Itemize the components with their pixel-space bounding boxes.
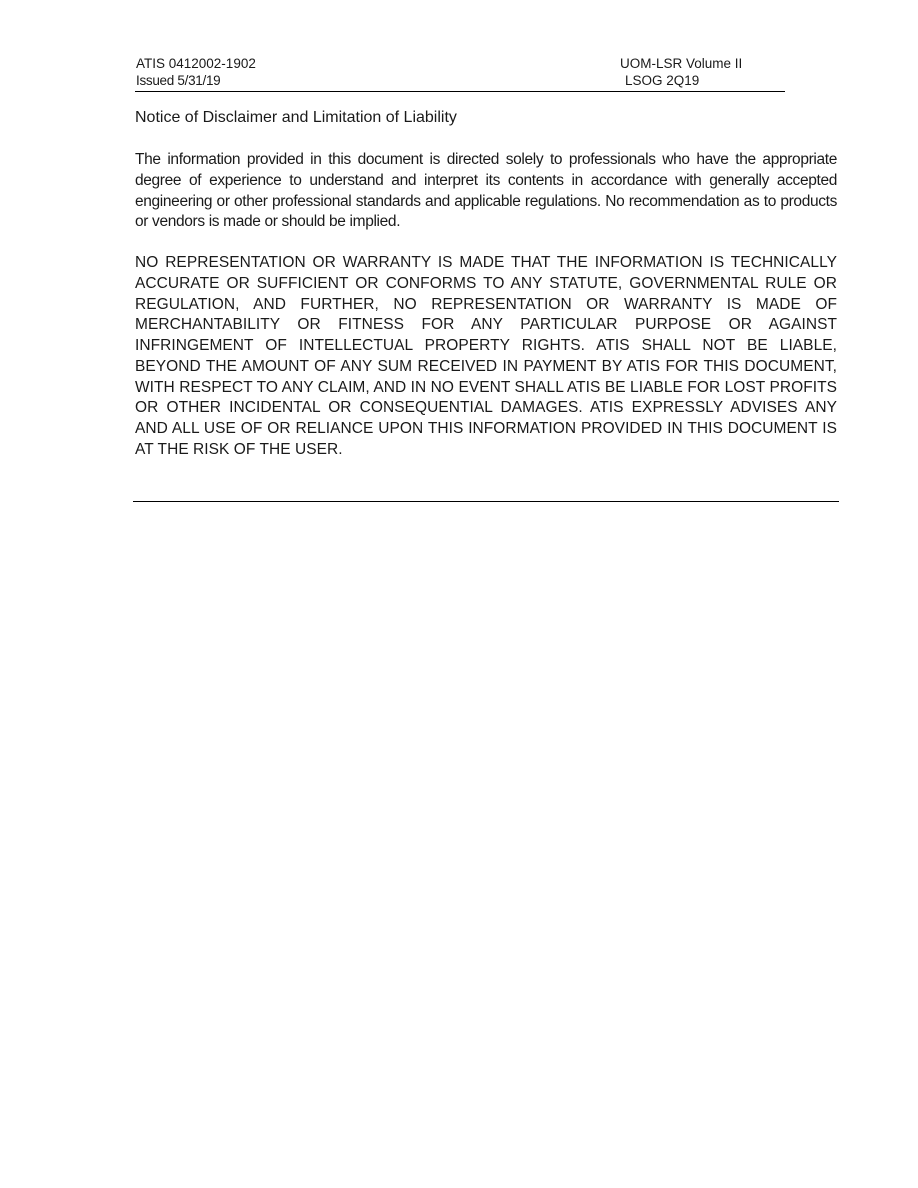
warranty-paragraph: NO REPRESENTATION OR WARRANTY IS MADE THAT THE INFORMATION IS TECHNICALLY ACCURATE OR SUFFICIENT OR CONFORMS TO ANY STATUTE, GOVERNMENTAL RULE OR REGULATION, AND FURTHER, NO REPRESENTATION OR WARRANTY IS MADE OF MERCHANTABILITY OR FITNESS FOR ANY PARTICULAR PURPOSE OR AGAINST INFRINGEMENT OF INTELLECTUAL PROPERTY RIGHTS. ATIS SHALL NOT BE LIABLE, BEYOND THE AMOUNT OF ANY SUM RECEIVED IN PAYMENT BY ATIS FOR THIS DOCUMENT, WITH RESPECT TO ANY CLAIM, AND IN NO EVENT SHALL ATIS BE LIABLE FOR LOST PROFITS OR OTHER INCIDENTAL OR CONSEQUENTIAL DAMAGES. ATIS EXPRESSLY ADVISES ANY AND ALL USE OF OR RELIANCE UPON THIS INFORMATION PROVIDED IN THIS DOCUMENT IS AT THE RISK OF THE USER. xyxy=(135,254,837,458)
issue-date: Issued 5/31/19 xyxy=(136,73,221,88)
header-right xyxy=(620,55,742,89)
notice-title: Notice of Disclaimer and Limitation of Liability xyxy=(135,109,457,126)
volume-title: UOM-LSR Volume II xyxy=(620,56,743,71)
section-divider xyxy=(133,501,839,502)
release-label: LSOG 2Q19 xyxy=(625,73,700,88)
page-header xyxy=(135,55,785,92)
document-id: ATIS 0412002-1902 xyxy=(136,56,256,71)
disclaimer-paragraph: The information provided in this document is directed solely to professionals who have the appropriate degree of experience to understand and interpret its contents in accordance with generally accepted engineering or other professional standards and applicable regulations. No recommendation as to products or vendors is made or should be implied. xyxy=(135,151,837,231)
header-left xyxy=(136,55,256,89)
